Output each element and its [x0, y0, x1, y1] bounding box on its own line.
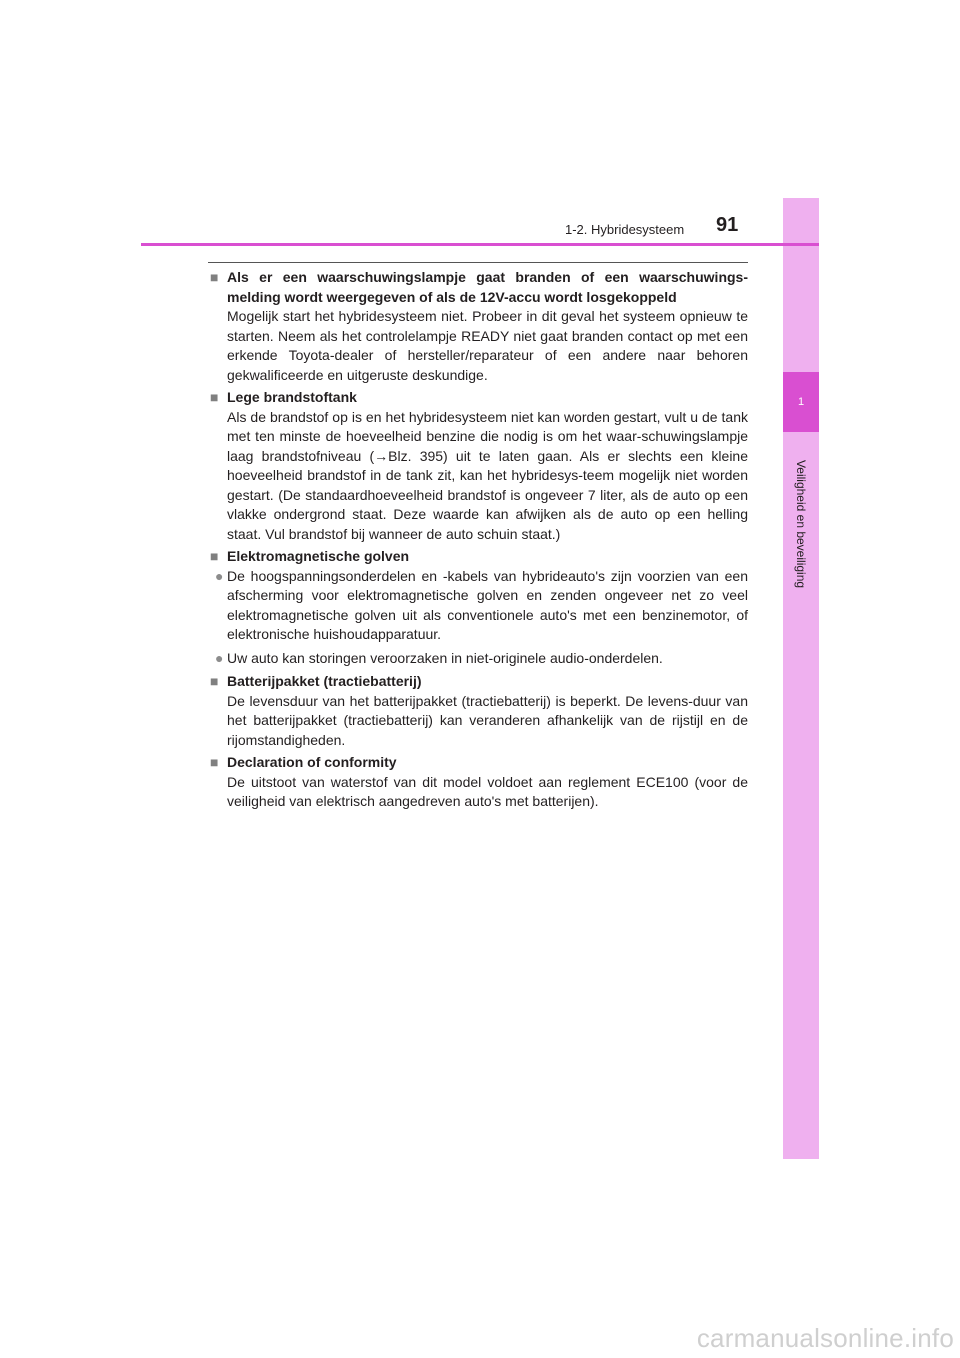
round-bullet-icon: ● [215, 649, 224, 666]
section-paragraph: De uitstoot van waterstof van dit model voldoet aan reglement ECE100 (voor de veiligheid van elektrisch aangedreven auto's met batterijen). [227, 773, 748, 809]
section-warning-light [210, 268, 748, 385]
header-rule [141, 243, 819, 246]
section-heading-text: Elektromagnetische golven [227, 548, 410, 564]
chapter-title: Veiligheid en beveiliging [794, 459, 808, 589]
chapter-number-box [783, 372, 819, 432]
square-bullet-icon: ■ [210, 389, 219, 405]
section-declaration-of-conformity [210, 753, 748, 812]
section-heading-text: Als er een waarschuwingslampje gaat branden of een waarschuwings-melding wordt weergegeven of als de 12V-accu wordt losgekoppeld [227, 269, 748, 305]
section-heading [210, 268, 748, 307]
watermark: carmanualsonline.info [696, 1323, 954, 1353]
list-item [210, 649, 748, 669]
round-bullet-icon: ● [215, 567, 224, 584]
square-bullet-icon: ■ [210, 269, 219, 285]
square-bullet-icon: ■ [210, 548, 219, 564]
section-label: 1-2. Hybridesysteem [565, 222, 685, 237]
page-content [210, 268, 748, 815]
page-number: 91 [716, 214, 739, 236]
section-electromagnetic-waves [210, 547, 748, 668]
section-heading [210, 672, 748, 692]
section-paragraph: De levensduur van het batterijpakket (tractiebatterij) is beperkt. De levens-duur van het batterijpakket (tractiebatterij) kan veranderen afhankelijk van de rijstijl en de rijomstandigheden. [227, 692, 748, 748]
section-heading [210, 388, 748, 408]
section-paragraph: Als de brandstof op is en het hybridesysteem niet kan worden gestart, vult u de tank met ten minste de hoeveelheid benzine die nodig is om het waar-schuwingslampje laag brandstofniveau (→Blz. 395) uit te laten gaan. Als er slechts een kleine hoeveelheid brandstof in de tank zit, kan het hybridesys-teem mogelijk niet worden gestart. (De standaardhoeveelheid brandstof is ongeveer 7 liter, als de auto op een vlakke ondergrond staat. Deze waarde kan afwijken als de auto op een helling staat. Vul brandstof bij wanneer de auto schuin staat.) [227, 408, 748, 542]
list-item-text: De hoogspanningsonderdelen en -kabels van hybrideauto's zijn voorzien van een afscherming voor elektromagnetische golven en zenden ongeveer net zo veel elektromagnetische golven uit als conventionele auto's met een benzinemotor, of elektronische huishoudapparatuur. [227, 567, 748, 642]
section-heading [210, 753, 748, 773]
section-battery-pack [210, 672, 748, 750]
list-item-text: Uw auto kan storingen veroorzaken in niet-originele audio-onderdelen. [227, 649, 663, 666]
section-empty-fuel-tank [210, 388, 748, 544]
section-heading [210, 547, 748, 567]
section-heading-text: Declaration of conformity [227, 754, 397, 770]
content-top-rule [208, 262, 748, 263]
square-bullet-icon: ■ [210, 673, 219, 689]
section-heading-text: Batterijpakket (tractiebatterij) [227, 673, 422, 689]
chapter-side-tab [783, 198, 819, 1159]
section-paragraph: Mogelijk start het hybridesysteem niet. Probeer in dit geval het systeem opnieuw te starten. Neem als het controlelampje READY niet gaat branden contact op met een erkende Toyota-dealer of hersteller/reparateur of een andere naar behoren gekwalificeerde en uitgeruste deskundige. [227, 308, 748, 383]
square-bullet-icon: ■ [210, 754, 219, 770]
list-item [210, 567, 748, 645]
chapter-number: 1 [797, 396, 805, 408]
section-heading-text: Lege brandstoftank [227, 389, 357, 405]
